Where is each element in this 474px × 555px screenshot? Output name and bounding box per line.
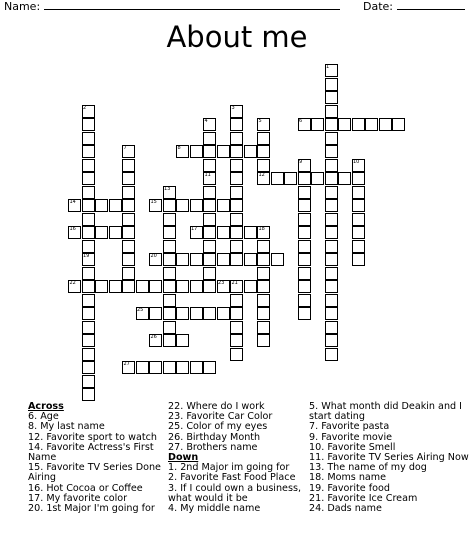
grid-cell[interactable] (352, 213, 365, 226)
grid-cell[interactable] (352, 199, 365, 212)
grid-cell[interactable] (338, 172, 351, 185)
grid-cell[interactable] (298, 186, 311, 199)
clue-text: Hot Cocoa or Coffee (46, 482, 143, 494)
grid-cell[interactable] (203, 226, 216, 239)
grid-cell[interactable] (217, 199, 230, 212)
grid-cell[interactable] (257, 280, 270, 293)
grid-cell[interactable] (230, 348, 243, 361)
grid-cell[interactable] (122, 199, 135, 212)
cell-number: 2 (83, 104, 87, 111)
clue-text: Favorite food (327, 482, 390, 494)
grid-cell[interactable] (82, 267, 95, 280)
clue-number: 6. (28, 411, 41, 423)
clue-number: 3. (168, 482, 181, 494)
grid-cell[interactable] (122, 240, 135, 253)
grid-cell[interactable] (217, 226, 230, 239)
grid-cell[interactable] (203, 213, 216, 226)
grid-cell[interactable] (163, 267, 176, 280)
grid-cell[interactable] (271, 172, 284, 185)
grid-cell[interactable] (298, 307, 311, 320)
clue-number: 4. (168, 503, 181, 515)
grid-cell[interactable] (230, 213, 243, 226)
clue-text: Where do I work (186, 401, 265, 412)
grid-cell[interactable] (190, 361, 203, 374)
clue-text: Favorite movie (321, 431, 393, 443)
name-label: Name: (4, 0, 41, 13)
grid-cell[interactable] (325, 348, 338, 361)
clue-number: 25. (168, 421, 187, 433)
cell-number: 22 (69, 280, 76, 286)
clue-text: 2nd Major im going for (180, 462, 290, 474)
grid-cell[interactable] (82, 172, 95, 185)
clue-text: My last name (40, 421, 105, 433)
cell-number: 14 (69, 199, 76, 205)
grid-cell[interactable] (311, 118, 324, 131)
grid-cell[interactable] (365, 118, 378, 131)
grid-cell[interactable] (298, 213, 311, 226)
clue-number: 19. (309, 482, 328, 494)
cell-number: 4 (204, 118, 208, 124)
clue-text: Color of my eyes (186, 421, 268, 433)
clue-number: 1. (168, 462, 181, 474)
across-clue-list-cont (168, 402, 304, 453)
cell-number: 11 (204, 172, 211, 178)
grid-cell[interactable] (298, 240, 311, 253)
clue-item (168, 504, 304, 514)
cell-number: 13 (164, 185, 171, 192)
grid-cell[interactable] (230, 186, 243, 199)
grid-cell[interactable] (325, 118, 338, 131)
clue-number: 12. (28, 431, 47, 443)
grid-cell[interactable] (230, 226, 243, 239)
grid-cell[interactable] (325, 307, 338, 320)
clue-number: 5. (309, 401, 322, 412)
cell-number: 12 (258, 172, 265, 178)
grid-cell[interactable] (109, 280, 122, 293)
grid-cell[interactable] (325, 199, 338, 212)
date-field[interactable] (363, 0, 465, 13)
grid-cell[interactable] (230, 145, 243, 158)
grid-cell[interactable] (257, 294, 270, 307)
cell-number: 8 (177, 145, 181, 151)
grid-cell[interactable] (109, 226, 122, 239)
grid-cell[interactable] (352, 172, 365, 185)
clue-number: 26. (168, 431, 187, 443)
grid-cell[interactable] (325, 132, 338, 145)
clue-number: 22. (168, 401, 187, 412)
grid-cell[interactable] (149, 307, 162, 320)
grid-cell[interactable] (298, 267, 311, 280)
grid-cell[interactable] (176, 307, 189, 320)
clue-text: My favorite color (46, 492, 128, 504)
grid-cell[interactable] (230, 334, 243, 347)
grid-cell[interactable] (257, 267, 270, 280)
cell-number: 19 (83, 253, 90, 259)
grid-cell[interactable] (203, 132, 216, 145)
grid-cell[interactable] (163, 253, 176, 266)
grid-cell[interactable] (95, 226, 108, 239)
grid-cell[interactable] (163, 307, 176, 320)
grid-cell[interactable] (230, 118, 243, 131)
grid-cell[interactable] (244, 253, 257, 266)
grid-cell[interactable] (176, 280, 189, 293)
clue-item (28, 463, 162, 483)
grid-cell[interactable] (298, 294, 311, 307)
clue-number: 27. (168, 441, 187, 453)
clue-number: 17. (28, 492, 47, 504)
cell-number: 27 (123, 361, 130, 367)
grid-cell[interactable] (325, 253, 338, 266)
grid-cell[interactable] (203, 361, 216, 374)
cell-number: 20 (150, 253, 157, 259)
grid-cell[interactable] (163, 226, 176, 239)
clue-text: Favorite TV Series Airing Now (327, 452, 469, 464)
cell-number: 15 (150, 199, 157, 205)
cell-number: 10 (353, 158, 360, 165)
across-heading: Across (28, 401, 64, 412)
grid-cell[interactable] (163, 334, 176, 347)
clue-text: Favorite Smell (327, 441, 396, 453)
grid-cell[interactable] (257, 145, 270, 158)
grid-cell[interactable] (82, 375, 95, 388)
down-heading: Down (168, 452, 199, 464)
grid-cell[interactable] (203, 267, 216, 280)
grid-cell[interactable] (149, 361, 162, 374)
name-line[interactable] (44, 0, 340, 10)
clue-item (28, 443, 162, 463)
grid-cell[interactable] (82, 334, 95, 347)
grid-cell[interactable] (257, 240, 270, 253)
clue-text: The name of my dog (327, 462, 427, 474)
grid-cell[interactable] (190, 145, 203, 158)
grid-cell[interactable] (82, 348, 95, 361)
grid-cell[interactable] (325, 145, 338, 158)
clue-text: Birthday Month (186, 431, 261, 443)
grid-cell[interactable] (298, 280, 311, 293)
grid-cell[interactable] (325, 78, 338, 91)
grid-cell[interactable] (190, 199, 203, 212)
clue-text: Favorite Fast Food Place (180, 472, 296, 484)
clue-number: 11. (309, 452, 328, 464)
grid-cell[interactable] (230, 159, 243, 172)
grid-cell[interactable] (352, 240, 365, 253)
clue-item (168, 484, 304, 504)
clue-number: 13. (309, 462, 328, 474)
cell-number: 16 (69, 226, 76, 232)
grid-cell[interactable] (122, 280, 135, 293)
cell-number: 26 (150, 334, 157, 340)
grid-cell[interactable] (82, 199, 95, 212)
grid-cell[interactable] (203, 186, 216, 199)
grid-cell[interactable] (257, 334, 270, 347)
grid-cell[interactable] (82, 213, 95, 226)
grid-cell[interactable] (163, 240, 176, 253)
cell-number: 17 (191, 226, 198, 232)
grid-cell[interactable] (230, 253, 243, 266)
clue-text: Favorite Actress's First Name (28, 441, 154, 464)
cell-number: 7 (123, 145, 127, 151)
grid-cell[interactable] (230, 172, 243, 185)
name-field[interactable] (4, 0, 340, 13)
grid-cell[interactable] (176, 361, 189, 374)
grid-cell[interactable] (284, 172, 297, 185)
cell-number: 3 (231, 104, 235, 111)
grid-cell[interactable] (95, 199, 108, 212)
grid-cell[interactable] (82, 226, 95, 239)
grid-cell[interactable] (244, 226, 257, 239)
grid-cell[interactable] (136, 361, 149, 374)
clue-number: 23. (168, 411, 187, 423)
grid-cell[interactable] (325, 105, 338, 118)
grid-cell[interactable] (325, 91, 338, 104)
cell-number: 18 (258, 226, 265, 232)
grid-cell[interactable] (217, 307, 230, 320)
grid-cell[interactable] (379, 118, 392, 131)
grid-cell[interactable] (109, 199, 122, 212)
clue-number: 18. (309, 472, 328, 484)
grid-cell[interactable] (82, 294, 95, 307)
grid-cell[interactable] (244, 145, 257, 158)
cell-number: 9 (299, 158, 303, 165)
grid-cell[interactable] (190, 253, 203, 266)
grid-cell[interactable] (95, 280, 108, 293)
grid-cell[interactable] (163, 321, 176, 334)
clue-text: My middle name (180, 503, 261, 515)
grid-cell[interactable] (257, 321, 270, 334)
clue-text: Dads name (327, 503, 382, 515)
grid-cell[interactable] (352, 226, 365, 239)
grid-cell[interactable] (122, 226, 135, 239)
grid-cell[interactable] (298, 172, 311, 185)
clue-number: 16. (28, 482, 47, 494)
grid-cell[interactable] (203, 159, 216, 172)
grid-cell[interactable] (163, 199, 176, 212)
date-line[interactable] (397, 0, 465, 10)
grid-cell[interactable] (230, 132, 243, 145)
grid-cell[interactable] (82, 361, 95, 374)
grid-cell[interactable] (122, 213, 135, 226)
grid-cell[interactable] (203, 199, 216, 212)
grid-cell[interactable] (122, 253, 135, 266)
grid-cell[interactable] (190, 280, 203, 293)
clue-text: What month did Deakin and I start dating (309, 401, 462, 423)
clue-text: Favorite sport to watch (46, 431, 157, 443)
grid-cell[interactable] (82, 118, 95, 131)
clue-text: Favorite Car Color (186, 411, 273, 423)
grid-cell[interactable] (257, 159, 270, 172)
grid-cell[interactable] (325, 213, 338, 226)
grid-cell[interactable] (163, 213, 176, 226)
cell-number: 21 (231, 280, 238, 286)
grid-cell[interactable] (122, 172, 135, 185)
grid-cell[interactable] (203, 253, 216, 266)
clue-number: 20. (28, 503, 47, 515)
grid-cell[interactable] (230, 307, 243, 320)
grid-cell[interactable] (82, 159, 95, 172)
clue-number: 14. (28, 441, 47, 453)
grid-cell[interactable] (325, 334, 338, 347)
grid-cell[interactable] (325, 280, 338, 293)
clue-number: 7. (309, 421, 322, 433)
grid-cell[interactable] (82, 388, 95, 401)
grid-cell[interactable] (311, 172, 324, 185)
clues-col-2 (168, 402, 304, 514)
clue-item (309, 504, 471, 514)
grid-cell[interactable] (163, 294, 176, 307)
clue-number: 15. (28, 462, 47, 474)
grid-cell[interactable] (352, 253, 365, 266)
grid-cell[interactable] (338, 118, 351, 131)
clue-text: 1st Major I'm going for (46, 503, 155, 515)
grid-cell[interactable] (230, 240, 243, 253)
cell-number: 6 (299, 118, 303, 124)
grid-cell[interactable] (122, 159, 135, 172)
clue-text: Brothers name (186, 441, 258, 453)
clue-text: Favorite TV Series Done Airing (28, 462, 161, 484)
grid-cell[interactable] (325, 159, 338, 172)
grid-cell[interactable] (82, 307, 95, 320)
down-clue-list-cont (309, 402, 471, 514)
grid-cell[interactable] (176, 199, 189, 212)
page-title: About me (166, 20, 308, 54)
clue-text: If I could own a business, what would it be (168, 482, 302, 504)
clue-text: Age (40, 411, 59, 423)
grid-cell[interactable] (82, 132, 95, 145)
grid-cell[interactable] (244, 280, 257, 293)
grid-cell[interactable] (122, 267, 135, 280)
cell-number: 25 (137, 307, 144, 313)
grid-cell[interactable] (325, 294, 338, 307)
grid-cell[interactable] (257, 307, 270, 320)
grid-cell[interactable] (190, 307, 203, 320)
grid-cell[interactable] (325, 267, 338, 280)
grid-cell[interactable] (203, 240, 216, 253)
clues-col-3 (309, 402, 471, 514)
grid-cell[interactable] (352, 118, 365, 131)
clue-number: 8. (28, 421, 41, 433)
grid-cell[interactable] (82, 321, 95, 334)
grid-cell[interactable] (203, 307, 216, 320)
grid-cell[interactable] (136, 280, 149, 293)
grid-cell[interactable] (257, 253, 270, 266)
grid-cell[interactable] (82, 240, 95, 253)
clue-text: Moms name (327, 472, 387, 484)
grid-cell[interactable] (176, 253, 189, 266)
grid-cell[interactable] (325, 226, 338, 239)
grid-cell[interactable] (325, 186, 338, 199)
clues-col-1 (28, 402, 162, 514)
grid-cell[interactable] (230, 294, 243, 307)
grid-cell[interactable] (325, 240, 338, 253)
grid-cell[interactable] (392, 118, 405, 131)
grid-cell[interactable] (230, 199, 243, 212)
clue-number: 21. (309, 492, 328, 504)
grid-cell[interactable] (217, 145, 230, 158)
cell-number: 1 (326, 64, 330, 70)
grid-cell[interactable] (163, 280, 176, 293)
grid-cell[interactable] (298, 199, 311, 212)
clue-text: Favorite Ice Cream (327, 492, 418, 504)
cell-number: 23 (218, 280, 225, 286)
grid-cell[interactable] (122, 186, 135, 199)
date-label: Date: (363, 0, 393, 13)
grid-cell[interactable] (203, 280, 216, 293)
grid-cell[interactable] (298, 253, 311, 266)
grid-cell[interactable] (325, 172, 338, 185)
grid-cell[interactable] (82, 145, 95, 158)
grid-cell[interactable] (352, 186, 365, 199)
grid-cell[interactable] (163, 361, 176, 374)
grid-cell[interactable] (257, 132, 270, 145)
clue-item (309, 402, 471, 422)
grid-cell[interactable] (217, 253, 230, 266)
grid-cell[interactable] (271, 253, 284, 266)
grid-cell[interactable] (149, 280, 162, 293)
grid-cell[interactable] (82, 186, 95, 199)
grid-cell[interactable] (82, 280, 95, 293)
clue-number: 2. (168, 472, 181, 484)
grid-cell[interactable] (325, 321, 338, 334)
grid-cell[interactable] (176, 334, 189, 347)
across-clue-list (28, 412, 162, 514)
grid-cell[interactable] (298, 226, 311, 239)
clue-number: 24. (309, 503, 328, 515)
grid-cell[interactable] (230, 321, 243, 334)
cell-number: 5 (258, 118, 262, 124)
down-clue-list (168, 463, 304, 514)
clue-item (28, 504, 162, 514)
clue-number: 10. (309, 441, 328, 453)
clue-number: 9. (309, 431, 322, 443)
grid-cell[interactable] (203, 145, 216, 158)
clue-text: Favorite pasta (321, 421, 390, 433)
